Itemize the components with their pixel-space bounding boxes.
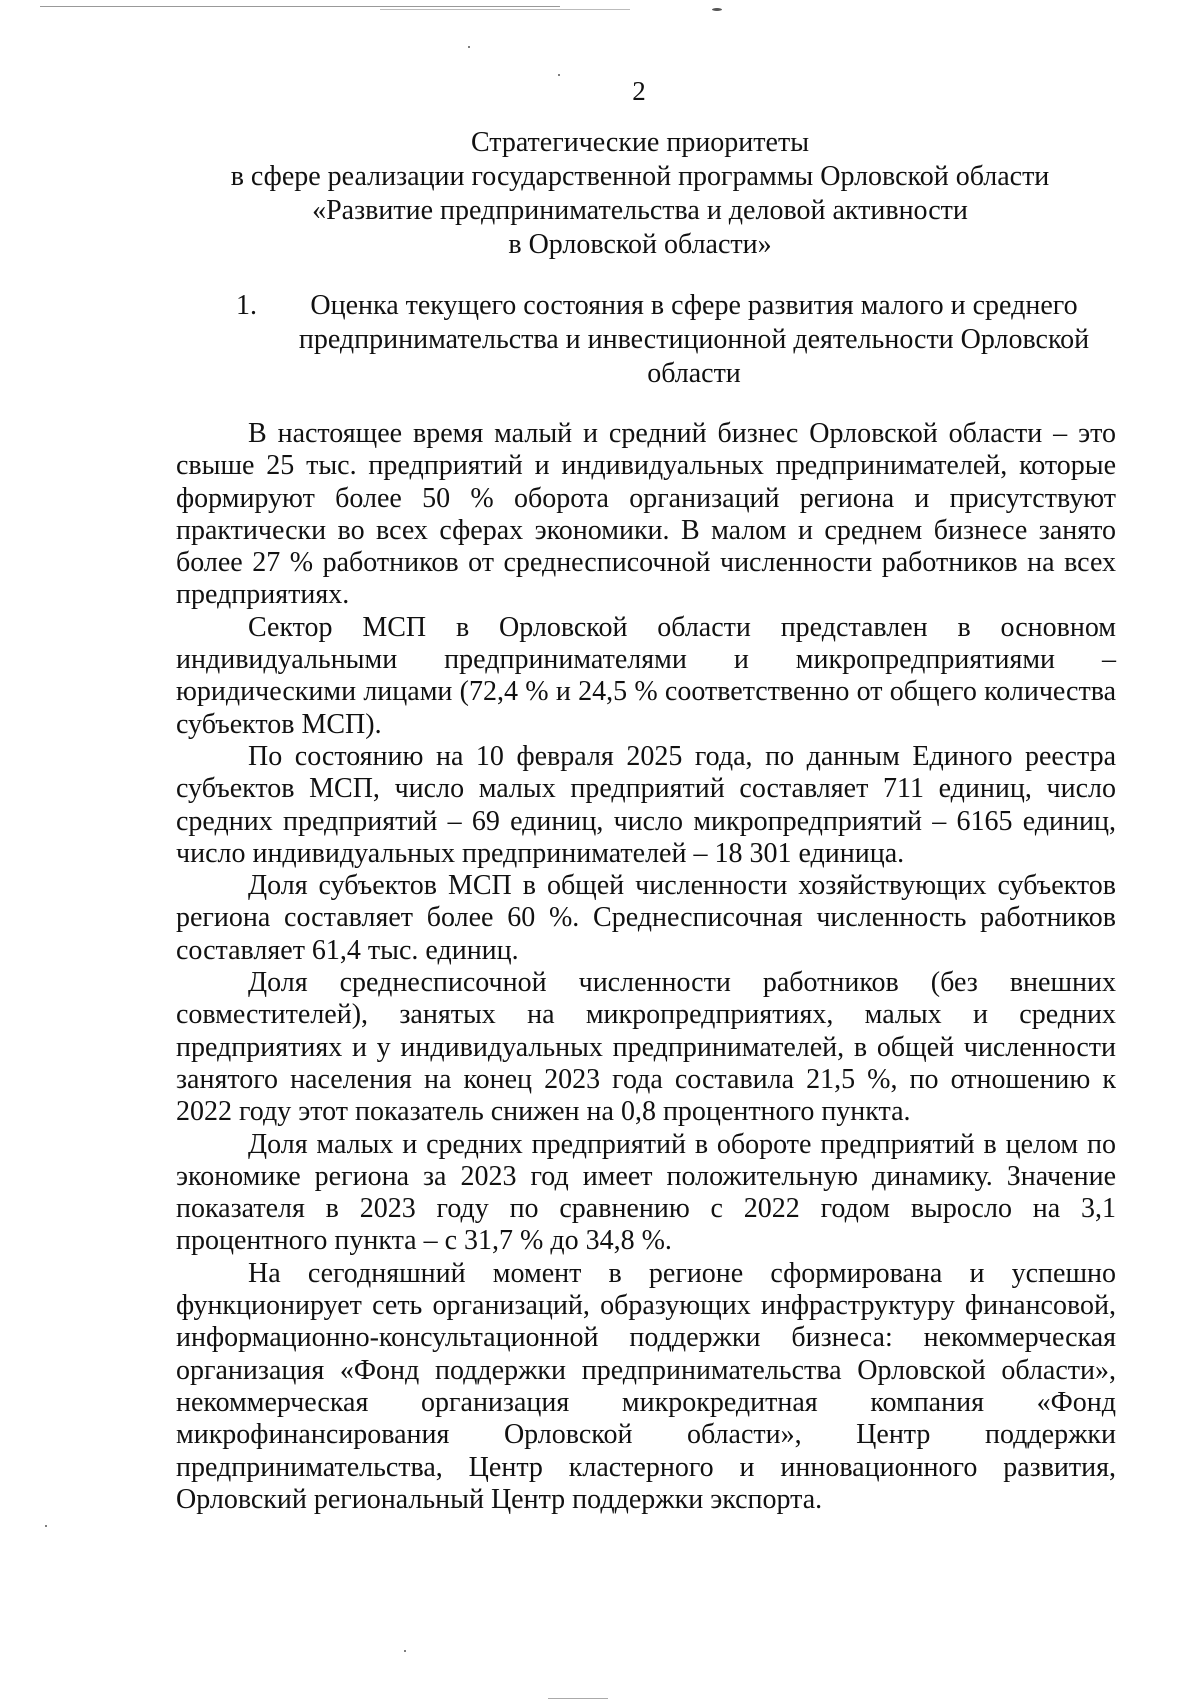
scan-speck [45,1525,47,1527]
paragraph: На сегодняшний момент в регионе сформирована и успешно функционирует сеть организаций, образующих инфраструктуру финансовой, информационно-консультационной поддержки бизнеса: некоммерческая организация «Фонд поддержки предпринимательства Орловской области», некоммерческая организация микрокредитная компания «Фонд микрофинансирования Орловской области», Центр поддержки предпринимательства, Центр кластерного и инновационного развития, Орловский региональный Центр поддержки экспорта. [176,1257,1116,1515]
section-number: 1. [236,290,257,321]
section-title [294,289,1094,391]
scan-speck [404,1650,406,1652]
scan-artifact-top-line [40,6,560,7]
scan-artifact-top-line-2 [380,9,630,10]
document-title [180,126,1100,262]
page-number: 2 [632,76,646,106]
title-line: «Развитие предпринимательства и деловой активности [312,195,968,226]
scan-speck [712,8,722,11]
section-title-line: области [647,358,741,389]
paragraph: По состоянию на 10 февраля 2025 года, по данным Единого реестра субъектов МСП, число малых предприятий составляет 711 единиц, число средних предприятий – 69 единиц, число микропредприятий – 6165 единиц, число индивидуальных предпринимателей – 18 301 единица. [176,740,1116,869]
paragraph: Доля среднесписочной численности работников (без внешних совместителей), занятых на микропредприятиях, малых и средних предприятиях и у индивидуальных предпринимателей, в общей численности занятого населения на конец 2023 года составила 21,5 %, по отношению к 2022 году этот показатель снижен на 0,8 процентного пункта. [176,967,1116,1128]
section-title-line: предпринимательства и инвестиционной деятельности Орловской [298,324,1090,355]
scan-speck [468,46,470,48]
paragraph: В настоящее время малый и средний бизнес Орловской области – это свыше 25 тыс. предприятий и индивидуальных предпринимателей, которые формируют более 50 % оборота организаций региона и присутствуют практически во всех сферах экономики. В малом и среднем бизнесе занято более 27 % работников от среднесписочной численности работников на всех предприятиях. [176,418,1116,611]
paragraph: Доля субъектов МСП в общей численности хозяйствующих субъектов региона составляет более 60 %. Среднесписочная численность работников составляет 61,4 тыс. единиц. [176,870,1116,966]
title-line: в сфере реализации государственной программы Орловской области [230,161,1050,192]
title-line: в Орловской области» [508,229,772,260]
title-line: Стратегические приоритеты [470,127,810,158]
scan-artifact-bottom-line [548,1698,608,1699]
paragraph: Доля малых и средних предприятий в обороте предприятий в целом по экономике региона за 2023 год имеет положительную динамику. Значение показателя в 2023 году по сравнению с 2022 годом выросло на 3,1 процентного пункта – с 31,7 % до 34,8 %. [176,1128,1116,1257]
paragraph: Сектор МСП в Орловской области представлен в основном индивидуальными предпринимателями и микропредприятиями – юридическими лицами (72,4 % и 24,5 % соответственно от общего количества субъектов МСП). [176,611,1116,740]
section-title-line: Оценка текущего состояния в сфере развития малого и среднего [310,290,1078,321]
body-text [176,418,1116,1516]
